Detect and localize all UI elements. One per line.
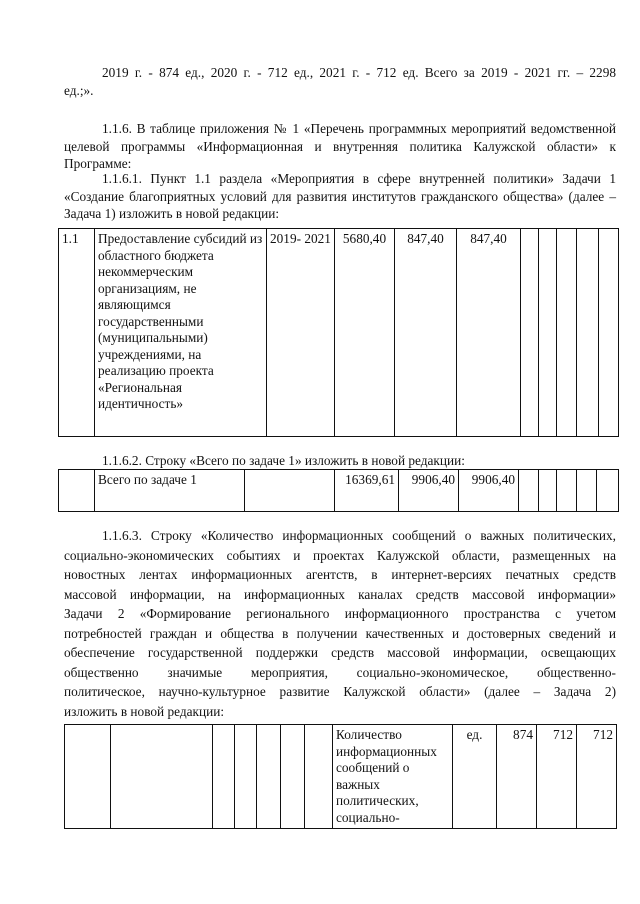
closing-line-1: 2019 г. - 874 ед., 2020 г. - 712 ед., 2021 г. - 712 ед. Всего за 2019 - 2021 гг. – 2298 [102, 65, 616, 80]
measure-name: Предоставление субсидий из областного бюджета некоммерческим организациям, не являющимся государственными (муниципальными) учреждениями, на реализацию проекта «Региональная идентичность» [95, 229, 267, 437]
section-1-1-6-1: 1.1.6.1. Пункт 1.1 раздела «Мероприятия в сфере внутренней политики» Задачи 1 «Создание благоприятных условий для развития институтов гражданского общества» (далее – Задача 1) изложить в новой редакции: [64, 171, 616, 221]
empty-cell [213, 725, 235, 829]
table-row [65, 725, 617, 829]
empty-cell [599, 229, 619, 437]
section-1-1-6-3 [64, 526, 616, 721]
empty-cell [245, 470, 335, 512]
empty-cell [235, 725, 257, 829]
total-value: 5680,40 [335, 229, 395, 437]
empty-cell [577, 470, 597, 512]
row-number: 1.1 [59, 229, 95, 437]
empty-cell [557, 229, 577, 437]
table-row [59, 470, 619, 512]
para-line: 1.1.6.3. Строку «Количество информационных сообщений о важных политических, [102, 528, 616, 543]
table-total-task-1 [58, 469, 619, 512]
value-2021: 847,40 [457, 229, 521, 437]
table-task-2-indicator [64, 724, 617, 829]
indicator-name: Количество информационных сообщений о важных политических, социально- [333, 725, 453, 829]
table-row [59, 229, 619, 437]
para-line: потребностей граждан и общества в получении качественных и достоверных сведений и [64, 625, 616, 641]
period: 2019- 2021 [267, 229, 335, 437]
section-1-1-6-2: 1.1.6.2. Строку «Всего по задаче 1» изложить в новой редакции: [102, 453, 465, 468]
empty-cell [597, 470, 619, 512]
para-line: политическое, научно-культурное развитие Калужской области» (далее – Задача 2) [64, 684, 616, 699]
empty-cell [111, 725, 213, 829]
empty-cell [577, 229, 599, 437]
value-2020: 9906,40 [399, 470, 459, 512]
empty-cell [519, 470, 539, 512]
empty-cell [539, 470, 557, 512]
para-line: массовой информации, на информационных каналах средств массовой информации» [64, 586, 616, 602]
closing-paragraph [64, 64, 616, 99]
value-2020: 847,40 [395, 229, 457, 437]
para-line: Задачи 2 «Формирование регионального информационного пространства с учетом [64, 606, 616, 621]
empty-cell [539, 229, 557, 437]
empty-cell [257, 725, 281, 829]
para-line: общественно значимые мероприятия, социально-экономическое, общественно- [64, 664, 616, 680]
empty-cell [281, 725, 305, 829]
empty-cell [521, 229, 539, 437]
para-line: социально-экономических событиях и проектах Калужской области, размещенных на [64, 547, 616, 563]
table-item-1-1 [58, 228, 619, 437]
para-line: обеспечение государственной поддержки средств массовой информации, освещающих [64, 645, 616, 660]
total-label: Всего по задаче 1 [95, 470, 245, 512]
section-1-1-6: 1.1.6. В таблице приложения № 1 «Перечень программных мероприятий ведомственной целевой программы «Информационная и внутренняя политика Калужской области» к Программе: [64, 121, 616, 171]
closing-line-2: ед.;». [64, 82, 94, 98]
para-line: новостных лентах информационных агентств, в интернет-версиях печатных средств [64, 567, 616, 582]
empty-cell [305, 725, 333, 829]
value-2020: 712 [537, 725, 577, 829]
value-2021: 9906,40 [459, 470, 519, 512]
total-value: 16369,61 [335, 470, 399, 512]
value-2021: 712 [577, 725, 617, 829]
empty-cell [557, 470, 577, 512]
empty-cell [59, 470, 95, 512]
unit: ед. [453, 725, 497, 829]
para-line: изложить в новой редакции: [64, 703, 225, 719]
empty-cell [65, 725, 111, 829]
value-2019: 874 [497, 725, 537, 829]
